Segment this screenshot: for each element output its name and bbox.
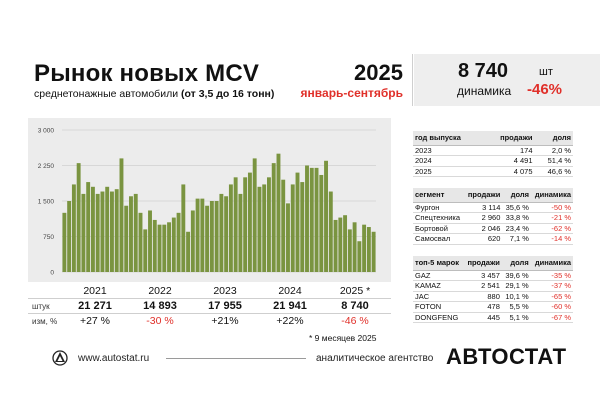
chart-bar [357, 241, 361, 272]
y-tick-label: 750 [43, 234, 54, 241]
table-cell: 2024 [413, 156, 483, 167]
chart-bar [348, 229, 352, 272]
monthly-sales-chart [28, 118, 391, 282]
chart-bar [105, 187, 109, 272]
annual-units: 14 893 [143, 300, 177, 312]
table-cell: -21 % [531, 213, 573, 224]
table-cell: -62 % [531, 223, 573, 234]
chart-bar [291, 184, 295, 272]
chart-bar [210, 201, 214, 272]
chart-bar [200, 199, 204, 272]
table-cell: 2 046 [464, 223, 502, 234]
brand-logo-text: АВТОСТАТ [446, 344, 567, 369]
table-cell: -65 % [531, 291, 573, 302]
chart-bar [129, 196, 133, 272]
table-cell: 4 075 [483, 166, 534, 177]
table-cell: 880 [464, 291, 502, 302]
table-header: год выпуска [413, 131, 483, 145]
chart-bar [272, 163, 276, 272]
chart-bar [305, 166, 309, 273]
chart-bar [229, 184, 233, 272]
chart-bar [72, 184, 76, 272]
chart-bar [158, 225, 162, 272]
chart-bar [253, 158, 257, 272]
chart-bar [148, 210, 152, 272]
chart-bar [153, 220, 157, 272]
year-label: 2023 [213, 285, 237, 297]
chart-bar [67, 201, 71, 272]
table-row [413, 223, 573, 234]
table-header-row [413, 188, 573, 202]
annual-units: 21 941 [273, 300, 307, 312]
chart-bar [267, 177, 271, 272]
y-tick-label: 1 500 [37, 198, 54, 206]
table-segments [413, 188, 573, 245]
annual-units: 8 740 [341, 300, 369, 312]
page-subtitle [34, 88, 274, 100]
year-label: 2024 [278, 285, 302, 297]
chart-bar [167, 222, 171, 272]
table-cell: -50 % [531, 202, 573, 213]
year-label: 2025 * [339, 285, 371, 297]
agency-label: аналитическое агентство [316, 353, 434, 364]
table-cell: 2,0 % [535, 145, 573, 156]
table-cell: 2 541 [464, 281, 502, 292]
annual-change: +22% [276, 315, 304, 327]
table-header: продажи [483, 131, 534, 145]
table-row [413, 145, 573, 156]
change-label: изм, % [32, 317, 58, 326]
table-top-brands [413, 256, 573, 323]
chart-bar [110, 192, 114, 272]
table-header: продажи [464, 256, 502, 270]
y-tick-label: 3 000 [37, 127, 54, 135]
chart-bar [191, 210, 195, 272]
table-cell: FOTON [413, 302, 464, 313]
page-title: Рынок новых MCV [34, 60, 260, 87]
annual-units: 17 955 [208, 300, 242, 312]
chart-bar [124, 206, 128, 272]
chart-bar [139, 213, 143, 272]
table-cell: Спецтехника [413, 213, 464, 224]
table-cell: 5,1 % [502, 312, 531, 323]
table-cell: -35 % [531, 270, 573, 281]
subtitle-text: среднетонажные автомобили [34, 88, 181, 100]
report-year: 2025 [354, 60, 403, 85]
chart-bar [324, 161, 328, 272]
annual-units-row [0, 300, 400, 314]
table-cell: 445 [464, 312, 502, 323]
y-tick-label: 2 250 [37, 163, 54, 170]
table-header: доля [502, 256, 531, 270]
report-period: январь-сентябрь [300, 86, 403, 100]
table-cell: 2025 [413, 166, 483, 177]
chart-bar [219, 194, 223, 272]
subtitle-weight-range: (от 3,5 до 16 тонн) [180, 88, 275, 100]
table-cell: 2 960 [464, 213, 502, 224]
annual-years-row [0, 285, 400, 299]
table-header-row [413, 256, 573, 270]
kpi-dynamics-label: динамика [457, 84, 512, 98]
table-header: доля [502, 188, 531, 202]
chart-bar [162, 225, 166, 272]
chart-bar [120, 158, 124, 272]
table-cell: 23,4 % [502, 223, 531, 234]
table-cell: KAMAZ [413, 281, 464, 292]
table-cell: 3 114 [464, 202, 502, 213]
year-label: 2021 [83, 285, 107, 297]
chart-bar [134, 194, 138, 272]
chart-bar [238, 194, 242, 272]
chart-bar [262, 184, 266, 272]
table-header: продажи [464, 188, 502, 202]
table-cell: DONGFENG [413, 312, 464, 323]
kpi-dynamics-value: -46% [527, 81, 563, 98]
table-cell: -60 % [531, 302, 573, 313]
chart-bar [243, 177, 247, 272]
table-row [413, 202, 573, 213]
chart-bar [181, 184, 185, 272]
table-cell: 3 457 [464, 270, 502, 281]
table-cell: 478 [464, 302, 502, 313]
chart-bar [215, 201, 219, 272]
table-cell: 4 491 [483, 156, 534, 167]
chart-bar [338, 218, 342, 272]
table-header: динамика [531, 256, 573, 270]
annual-change-row [0, 315, 400, 329]
chart-bar [286, 203, 290, 272]
chart-bar [372, 232, 376, 272]
table-cell: 5,5 % [502, 302, 531, 313]
table-cell: 2023 [413, 145, 483, 156]
chart-bar [343, 215, 347, 272]
table-cell: JAC [413, 291, 464, 302]
table-row [413, 156, 573, 167]
annual-change: +21% [211, 315, 239, 327]
table-row [413, 291, 573, 302]
table-row [413, 166, 573, 177]
chart-bar [257, 187, 261, 272]
table-header-row [413, 131, 573, 145]
chart-bar [315, 168, 319, 272]
row-divider [28, 313, 391, 314]
chart-bar [196, 199, 200, 272]
chart-bar [91, 187, 95, 272]
table-cell: 10,1 % [502, 291, 531, 302]
chart-bar [362, 225, 366, 272]
table-cell: 174 [483, 145, 534, 156]
header [0, 0, 600, 112]
autostat-logo-icon [52, 350, 68, 366]
table-header: динамика [531, 188, 573, 202]
table-header: топ-5 марок [413, 256, 464, 270]
table-cell: Бортовой [413, 223, 464, 234]
table-cell: 29,1 % [502, 281, 531, 292]
chart-bar [224, 196, 228, 272]
row-divider [28, 298, 391, 299]
annual-change: -46 % [341, 315, 369, 327]
chart-bar [319, 175, 323, 272]
y-tick-label: 0 [50, 269, 54, 277]
footnote: * 9 месяцев 2025 [309, 333, 377, 343]
chart-bar [296, 173, 300, 272]
chart-bar [205, 206, 209, 272]
annual-change: +27 % [79, 315, 111, 327]
table-cell: -14 % [531, 234, 573, 245]
table-cell: -37 % [531, 281, 573, 292]
table-model-year [413, 131, 573, 177]
kpi-total-value: 8 740 [458, 60, 509, 82]
chart-bar [310, 168, 314, 272]
chart-bar [300, 182, 304, 272]
header-divider [412, 54, 413, 106]
table-row [413, 302, 573, 313]
chart-bar [186, 232, 190, 272]
chart-bar [177, 213, 181, 272]
annual-change: -30 % [146, 315, 174, 327]
table-row [413, 281, 573, 292]
table-row [413, 213, 573, 224]
chart-bar [248, 173, 252, 272]
table-cell: 46,6 % [535, 166, 573, 177]
table-cell: Самосвал [413, 234, 464, 245]
table-row [413, 312, 573, 323]
chart-bar [334, 220, 338, 272]
table-cell: 33,8 % [502, 213, 531, 224]
chart-bar [62, 213, 66, 272]
table-cell: GAZ [413, 270, 464, 281]
table-cell: 35,6 % [502, 202, 531, 213]
table-header: сегмент [413, 188, 464, 202]
table-cell: 51,4 % [535, 156, 573, 167]
site-link[interactable]: www.autostat.ru [78, 353, 150, 364]
chart-bar [277, 154, 281, 272]
table-cell: -67 % [531, 312, 573, 323]
chart-bar [143, 229, 147, 272]
chart-bar [86, 182, 90, 272]
year-label: 2022 [148, 285, 172, 297]
table-cell: 7,1 % [502, 234, 531, 245]
table-cell: 39,6 % [502, 270, 531, 281]
table-row [413, 234, 573, 245]
chart-bar [115, 189, 119, 272]
footer-line-left [166, 358, 306, 359]
chart-bar [77, 163, 81, 272]
table-row [413, 270, 573, 281]
chart-bar [81, 194, 85, 272]
kpi-unit: шт [539, 66, 553, 78]
chart-bar [329, 192, 333, 272]
table-header: доля [535, 131, 573, 145]
table-cell: 620 [464, 234, 502, 245]
chart-bar [281, 180, 285, 272]
units-label: штук [32, 302, 50, 311]
chart-bar [100, 192, 104, 272]
chart-bar [353, 222, 357, 272]
chart-bar [172, 218, 176, 272]
annual-units: 21 271 [78, 300, 112, 312]
chart-bar [367, 227, 371, 272]
table-cell: Фургон [413, 202, 464, 213]
chart-bar [96, 194, 100, 272]
chart-bar [234, 177, 238, 272]
